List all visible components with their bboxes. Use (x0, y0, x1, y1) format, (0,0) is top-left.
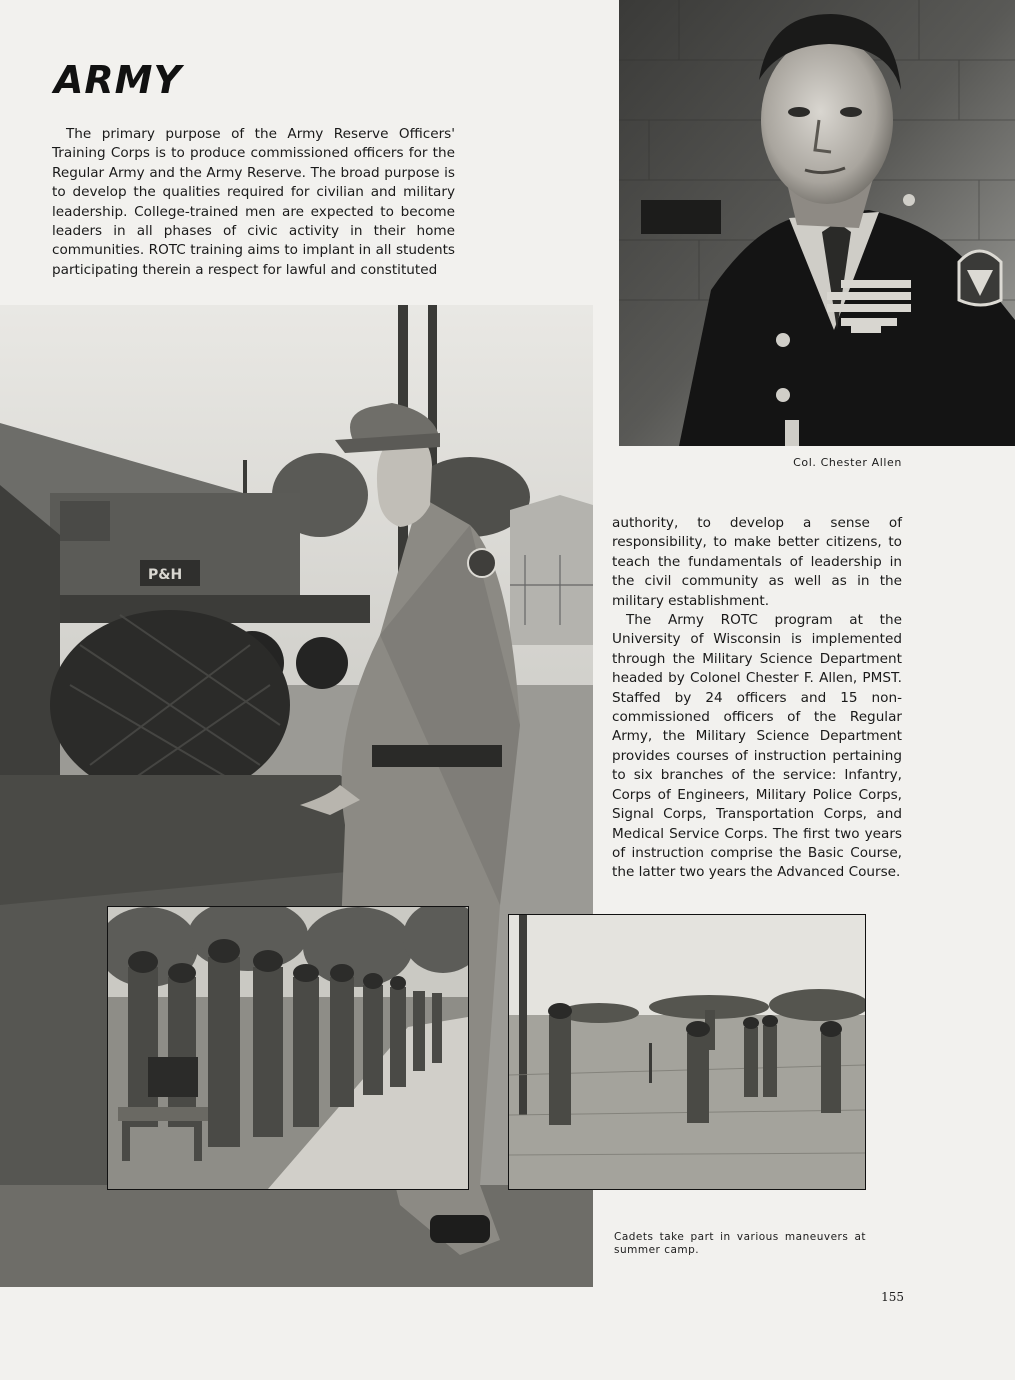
intro-paragraph: The primary purpose of the Army Reserve Officers' Training Corps is to produce commissioned officers for the Regular Army and the Army Reserve. The broad purpose is to develop the qualities required for civilian and military leadership. College-trained men are expected to become leaders in all phases of civic activity in their home communities. ROTC training aims to implant in all students participating therein a respect for lawful and constituted (52, 126, 455, 278)
colonel-portrait-illustration (619, 0, 1015, 446)
field-maneuvers-photo (508, 914, 866, 1190)
continuation-paragraph: authority, to develop a sense of responsibility, to make better citizens, to teach the fundamentals of leadership in the civil community as well as in the military establishment. (612, 515, 902, 609)
field-maneuvers-illustration (509, 915, 865, 1189)
colonel-portrait-photo (619, 0, 1015, 446)
chow-line-photo (107, 906, 469, 1190)
program-paragraph: The Army ROTC program at the University of Wisconsin is implemented through the Military Science Department headed by Colonel Chester F. Allen, PMST. Staffed by 24 officers and 15 non-commissioned officers of the Regular Army, the Military Science Department provides courses of instruction pertaining to six branches of the service: Infantry, Corps of Engineers, Military Police Corps, Signal Corps, Transportation Corps, and Medical Service Corps. The first two years of instruction comprise the Basic Course, the latter two years the Advanced Course. (612, 612, 902, 881)
photo-caption: Cadets take part in various maneuvers at summer camp. (614, 1231, 866, 1256)
page-number: 155 (881, 1290, 904, 1304)
truck-lettering: P&H (148, 567, 183, 583)
main-text-column (612, 514, 902, 883)
page-title: ARMY (54, 58, 183, 102)
portrait-caption: Col. Chester Allen (793, 456, 902, 469)
chow-line-illustration (108, 907, 468, 1189)
